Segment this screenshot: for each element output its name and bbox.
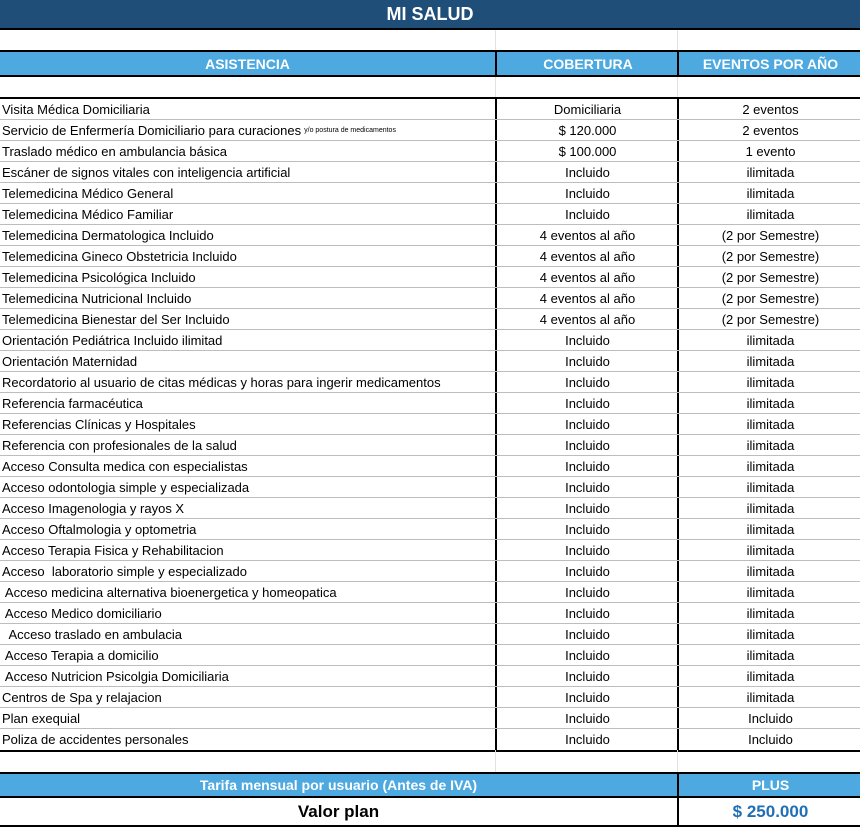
asistencia-text: Telemedicina Bienestar del Ser Incluido: [2, 311, 230, 327]
cell-cobertura: Incluido: [495, 435, 678, 455]
table-row: [0, 393, 860, 414]
valor-row: [0, 798, 860, 827]
cell-cobertura: Incluido: [495, 729, 678, 750]
asistencia-text: Acceso Terapia Fisica y Rehabilitacion: [2, 542, 224, 558]
asistencia-text: Referencias Clínicas y Hospitales: [2, 416, 196, 432]
cell-cobertura: Incluido: [495, 603, 678, 623]
table-row: [0, 624, 860, 645]
cell-asistencia: [2, 393, 494, 413]
cell-cobertura: Incluido: [495, 666, 678, 686]
cell-asistencia: [2, 288, 494, 308]
cell-cobertura: Incluido: [495, 393, 678, 413]
asistencia-text: Poliza de accidentes personales: [2, 732, 189, 747]
cell-cobertura: Incluido: [495, 351, 678, 371]
cell-eventos: (2 por Semestre): [677, 309, 860, 329]
cell-asistencia: [2, 267, 494, 287]
cell-eventos: ilimitada: [677, 393, 860, 413]
asistencia-text: Telemedicina Nutricional Incluido: [2, 290, 192, 306]
table-header: [0, 50, 860, 77]
table-row: [0, 582, 860, 603]
cell-asistencia: [2, 435, 494, 455]
cell-asistencia: [2, 183, 494, 203]
page-title: MI SALUD: [0, 0, 860, 30]
cell-eventos: ilimitada: [677, 330, 860, 350]
asistencia-text: Telemedicina Psicológica Incluido: [2, 269, 196, 285]
cell-asistencia: [2, 582, 494, 602]
cell-asistencia: [2, 624, 494, 644]
asistencia-text: Traslado médico en ambulancia básica: [2, 143, 227, 159]
asistencia-text: Plan exequial: [2, 710, 81, 726]
cell-eventos: ilimitada: [677, 603, 860, 623]
table-row: [0, 498, 860, 519]
asistencia-text: Acceso Imagenologia y rayos X: [2, 500, 185, 516]
cell-asistencia: [2, 729, 494, 750]
asistencia-text: Acceso Nutricion Psicolgia Domiciliaria: [2, 668, 229, 684]
asistencia-text: Acceso laboratorio simple y especializado: [2, 563, 247, 579]
cell-eventos: ilimitada: [677, 498, 860, 518]
cell-asistencia: [2, 204, 494, 224]
asistencia-text: Acceso Oftalmologia y optometria: [2, 521, 197, 537]
table-row: [0, 687, 860, 708]
cell-eventos: 1 evento: [677, 141, 860, 161]
table-row: [0, 435, 860, 456]
cell-eventos: ilimitada: [677, 414, 860, 434]
valor-amount: $ 250.000: [677, 798, 860, 825]
asistencia-text: Acceso Terapia a domicilio: [2, 647, 159, 663]
table-row: [0, 708, 860, 729]
table-row: [0, 330, 860, 351]
cell-eventos: ilimitada: [677, 519, 860, 539]
table-row: [0, 288, 860, 309]
table-row: [0, 540, 860, 561]
cell-cobertura: Incluido: [495, 582, 678, 602]
cell-eventos: ilimitada: [677, 162, 860, 182]
cell-eventos: ilimitada: [677, 645, 860, 665]
asistencia-text: Telemedicina Dermatologica Incluido: [2, 227, 214, 243]
cell-cobertura: Incluido: [495, 183, 678, 203]
cell-cobertura: Incluido: [495, 519, 678, 539]
cell-cobertura: Incluido: [495, 624, 678, 644]
cell-asistencia: [2, 456, 494, 476]
asistencia-text: Acceso medicina alternativa bioenergetica y homeopatica: [2, 584, 337, 600]
cell-cobertura: Incluido: [495, 414, 678, 434]
cell-asistencia: [2, 414, 494, 434]
cell-cobertura: Incluido: [495, 477, 678, 497]
asistencia-text: Centros de Spa y relajacion: [2, 689, 162, 705]
asistencia-text: Acceso traslado en ambulacia: [2, 626, 182, 642]
cell-eventos: ilimitada: [677, 582, 860, 602]
cell-asistencia: [2, 99, 494, 119]
cell-eventos: Incluido: [677, 729, 860, 750]
cell-asistencia: [2, 330, 494, 350]
cell-cobertura: 4 eventos al año: [495, 288, 678, 308]
cell-cobertura: Incluido: [495, 330, 678, 350]
cell-asistencia: [2, 687, 494, 707]
cell-eventos: Incluido: [677, 708, 860, 728]
tarifa-row: [0, 772, 860, 798]
cell-eventos: (2 por Semestre): [677, 225, 860, 245]
cell-cobertura: 4 eventos al año: [495, 267, 678, 287]
cell-eventos: ilimitada: [677, 351, 860, 371]
cell-asistencia: [2, 540, 494, 560]
asistencia-text: Acceso odontologia simple y especializada: [2, 479, 250, 495]
table-row: [0, 246, 860, 267]
cell-cobertura: $ 120.000: [495, 120, 678, 140]
cell-asistencia: [2, 498, 494, 518]
cell-eventos: ilimitada: [677, 540, 860, 560]
cell-asistencia: [2, 309, 494, 329]
cell-cobertura: $ 100.000: [495, 141, 678, 161]
cell-cobertura: Incluido: [495, 372, 678, 392]
asistencia-text: Acceso Medico domiciliario: [2, 605, 162, 621]
table-row: [0, 603, 860, 624]
cell-asistencia: [2, 519, 494, 539]
table-row: [0, 141, 860, 162]
cell-asistencia: [2, 708, 494, 728]
cell-cobertura: 4 eventos al año: [495, 246, 678, 266]
header-asistencia: ASISTENCIA: [205, 55, 290, 72]
cell-eventos: (2 por Semestre): [677, 267, 860, 287]
asistencia-text: Telemedicina Médico General: [2, 185, 174, 201]
cell-cobertura: Incluido: [495, 162, 678, 182]
cell-cobertura: Incluido: [495, 687, 678, 707]
cell-eventos: 2 eventos: [677, 120, 860, 140]
cell-cobertura: Incluido: [495, 456, 678, 476]
cell-cobertura: Incluido: [495, 708, 678, 728]
cell-eventos: (2 por Semestre): [677, 288, 860, 308]
header-cobertura: COBERTURA: [495, 52, 679, 75]
cell-eventos: ilimitada: [677, 183, 860, 203]
table-row: [0, 183, 860, 204]
table-row: [0, 372, 860, 393]
header-eventos: EVENTOS POR AÑO: [677, 52, 860, 75]
cell-eventos: ilimitada: [677, 477, 860, 497]
cell-asistencia: [2, 372, 494, 392]
table-row: [0, 120, 860, 141]
table-row: [0, 351, 860, 372]
asistencia-text: Orientación Maternidad: [2, 353, 138, 369]
table-row: [0, 477, 860, 498]
table-row: [0, 309, 860, 330]
cell-cobertura: 4 eventos al año: [495, 225, 678, 245]
cell-eventos: ilimitada: [677, 666, 860, 686]
cell-asistencia: [2, 225, 494, 245]
cell-eventos: 2 eventos: [677, 99, 860, 119]
cell-eventos: ilimitada: [677, 204, 860, 224]
cell-asistencia: [2, 246, 494, 266]
table-row: [0, 267, 860, 288]
cell-eventos: ilimitada: [677, 561, 860, 581]
cell-eventos: ilimitada: [677, 435, 860, 455]
table-row: [0, 561, 860, 582]
table-row: [0, 729, 860, 750]
cell-cobertura: Incluido: [495, 540, 678, 560]
asistencia-text: Orientación Pediátrica Incluido ilimitad: [2, 332, 223, 348]
tarifa-label: Tarifa mensual por usuario (Antes de IVA): [199, 777, 478, 793]
cell-asistencia: [2, 120, 494, 140]
cell-asistencia: [2, 477, 494, 497]
cell-asistencia: [2, 645, 494, 665]
asistencia-text: Referencia con profesionales de la salud: [2, 437, 237, 453]
cell-cobertura: Incluido: [495, 204, 678, 224]
cell-cobertura: Domiciliaria: [495, 99, 678, 119]
cell-asistencia: [2, 141, 494, 161]
valor-label: Valor plan: [297, 801, 380, 821]
cell-eventos: ilimitada: [677, 624, 860, 644]
cell-cobertura: Incluido: [495, 561, 678, 581]
table-row: [0, 519, 860, 540]
asistencia-text: Telemedicina Médico Familiar: [2, 206, 174, 222]
table-row: [0, 666, 860, 687]
spacer-row: [0, 77, 860, 97]
asistencia-note: y/o postura de medicamentos: [304, 126, 396, 134]
cell-cobertura: Incluido: [495, 645, 678, 665]
table-row: [0, 225, 860, 246]
table-row: [0, 414, 860, 435]
spacer-row: [0, 750, 860, 772]
cell-asistencia: [2, 351, 494, 371]
asistencia-text: Telemedicina Gineco Obstetricia Incluido: [2, 248, 237, 264]
cell-asistencia: [2, 162, 494, 182]
asistencia-text: Acceso Consulta medica con especialistas: [2, 458, 248, 474]
table-row: [0, 99, 860, 120]
cell-eventos: ilimitada: [677, 372, 860, 392]
table-row: [0, 645, 860, 666]
cell-cobertura: Incluido: [495, 498, 678, 518]
cell-eventos: ilimitada: [677, 456, 860, 476]
cell-eventos: ilimitada: [677, 687, 860, 707]
asistencia-text: Visita Médica Domiciliaria: [2, 101, 150, 117]
table-row: [0, 204, 860, 225]
plan-name: PLUS: [677, 774, 860, 796]
cell-cobertura: 4 eventos al año: [495, 309, 678, 329]
asistencia-text: Servicio de Enfermería Domiciliario para curaciones: [2, 122, 302, 138]
cell-asistencia: [2, 561, 494, 581]
table-row: [0, 162, 860, 183]
asistencia-text: Referencia farmacéutica: [2, 395, 143, 411]
cell-asistencia: [2, 603, 494, 623]
cell-eventos: (2 por Semestre): [677, 246, 860, 266]
spacer-row: [0, 30, 860, 50]
benefits-table: [0, 97, 860, 752]
asistencia-text: Escáner de signos vitales con inteligencia artificial: [2, 164, 291, 180]
asistencia-text: Recordatorio al usuario de citas médicas y horas para ingerir medicamentos: [2, 374, 441, 390]
cell-asistencia: [2, 666, 494, 686]
table-row: [0, 456, 860, 477]
